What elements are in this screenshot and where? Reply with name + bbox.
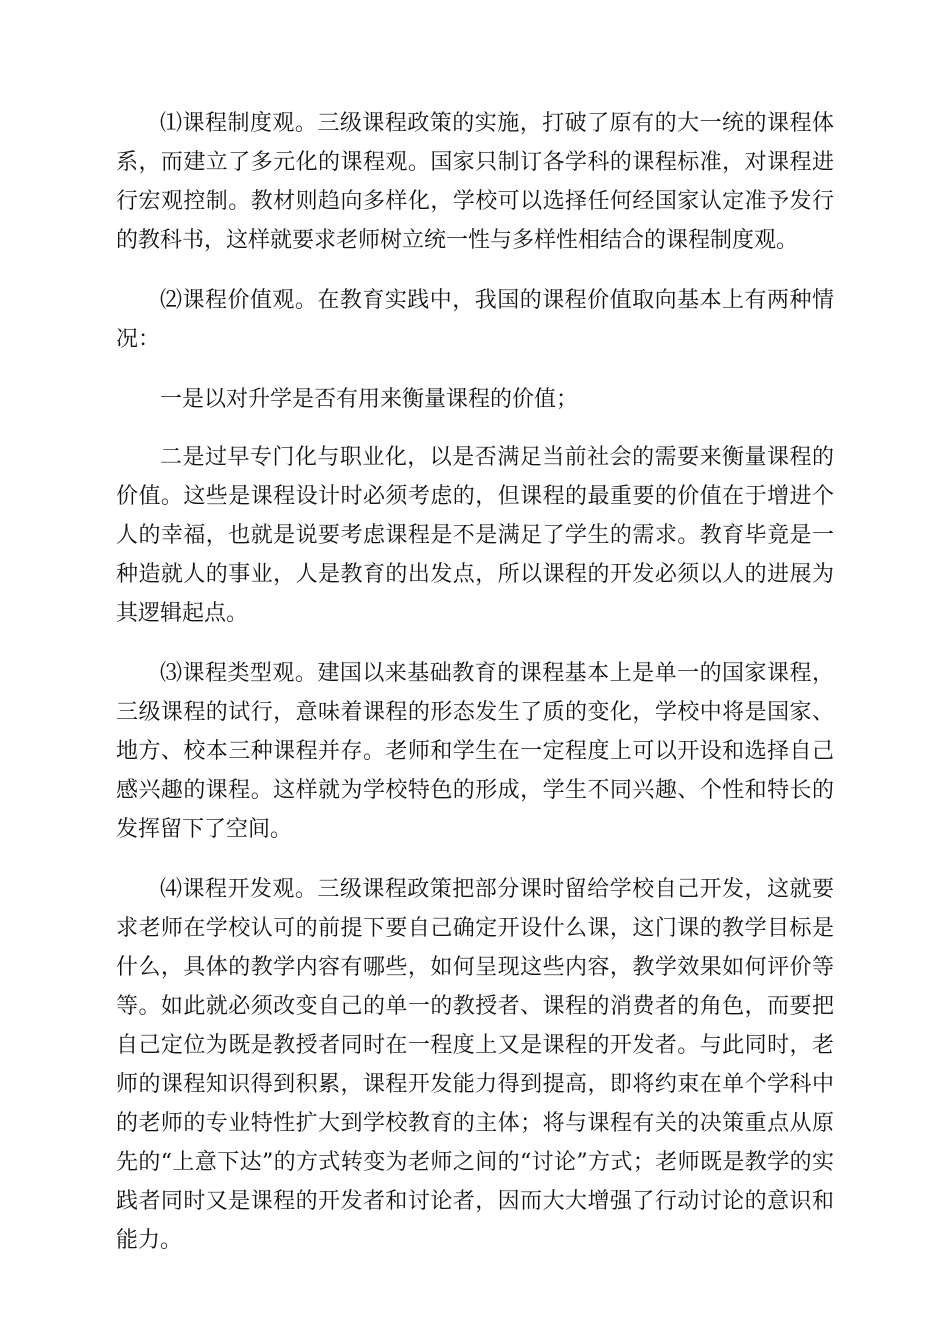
document-body — [116, 104, 834, 1281]
paragraph-value-orientation-two: 二是过早专门化与职业化，以是否满足当前社会的需要来衡量课程的价值。这些是课程设计时必须考虑的，但课程的最重要的价值在于增进个人的幸福，也就是说要考虑课程是不是满足了学生的需求。教育毕竟是一种造就人的事业，人是教育的出发点，所以课程的开发必须以人的进展为其逻辑起点。 — [116, 445, 834, 626]
paragraph-curriculum-type-view: ⑶课程类型观。建国以来基础教育的课程基本上是单一的国家课程，三级课程的试行，意味着课程的形态发生了质的变化，学校中将是国家、地方、校本三种课程并存。老师和学生在一定程度上可以开设和选择自己感兴趣的课程。这样就为学校特色的形成，学生不同兴趣、个性和特长的发挥留下了空间。 — [116, 661, 834, 842]
paragraph-curriculum-development-view: ⑷课程开发观。三级课程政策把部分课时留给学校自己开发，这就要求老师在学校认可的前提下要自己确定开设什么课，这门课的教学目标是什么，具体的教学内容有哪些，如何呈现这些内容，教学效果如何评价等等。如此就必须改变自己的单一的教授者、课程的消费者的角色，而要把自己定位为既是教授者同时在一程度上又是课程的开发者。与此同时，老师的课程知识得到积累，课程开发能力得到提高，即将约束在单个学科中的老师的专业特性扩大到学校教育的主体；将与课程有关的决策重点从原先的“上意下达”的方式转变为老师之间的“讨论”方式；老师既是教学的实践者同时又是课程的开发者和讨论者，因而大大增强了行动讨论的意识和能力。 — [116, 877, 834, 1253]
paragraph-value-orientation-one: 一是以对升学是否有用来衡量课程的价值； — [160, 387, 579, 412]
paragraph-curriculum-system-view: ⑴课程制度观。三级课程政策的实施，打破了原有的大一统的课程体系，而建立了多元化的课程观。国家只制订各学科的课程标准，对课程进行宏观控制。教材则趋向多样化，学校可以选择任何经国家认定准予发行的教科书，这样就要求老师树立统一性与多样性相结合的课程制度观。 — [116, 111, 834, 253]
paragraph-curriculum-value-view: ⑵课程价值观。在教育实践中，我国的课程价值取向基本上有两种情况： — [116, 288, 834, 352]
